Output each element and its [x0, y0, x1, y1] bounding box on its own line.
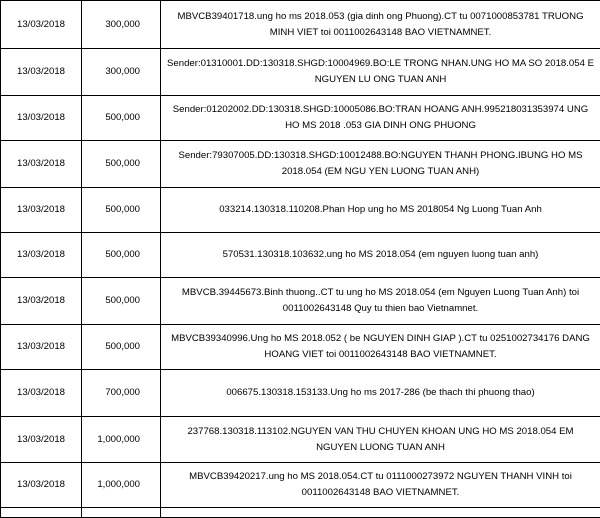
date-cell: 13/03/2018: [1, 463, 82, 508]
description-cell: MBVCB.39445673.Binh thuong..CT tu ung ho MS 2018.054 (em Nguyen Luong Tuan Anh) toi 0011002643148 Quy tu thien bao Vietnamnet.: [161, 278, 600, 325]
date-cell: 13/03/2018: [1, 96, 82, 141]
description-cell: [161, 508, 600, 518]
amount-cell: 500,000: [82, 141, 161, 188]
amount-cell: 300,000: [82, 1, 161, 49]
table-row: [1, 508, 600, 518]
table-row: [1, 325, 600, 370]
table-row: [1, 1, 600, 49]
amount-cell: 1,000,000: [82, 463, 161, 508]
amount-cell: 1,000,000: [82, 417, 161, 463]
description-cell: MBVCB39420217.ung ho MS 2018.054.CT tu 0111000273972 NGUYEN THANH VINH toi 0011002643148 BAO VIETNAMNET.: [161, 463, 600, 508]
description-cell: MBVCB39401718.ung ho ms 2018.053 (gia dinh ong Phuong).CT tu 0071000853781 TRUONG MINH VIET toi 0011002643148 BAO VIETNAMNET.: [161, 1, 600, 49]
table-row: [1, 49, 600, 96]
date-cell: 13/03/2018: [1, 417, 82, 463]
transaction-table-body: [1, 1, 600, 518]
table-row: [1, 463, 600, 508]
amount-cell: 500,000: [82, 233, 161, 278]
description-cell: Sender:79307005.DD:130318.SHGD:10012488.BO:NGUYEN THANH PHONG.IBUNG HO MS 2018.054 (EM NGU YEN LUONG TUAN ANH): [161, 141, 600, 188]
table-row: [1, 188, 600, 233]
description-cell: 006675.130318.153133.Ung ho ms 2017-286 (be thach thi phuong thao): [161, 370, 600, 417]
table-row: [1, 417, 600, 463]
table-row: [1, 278, 600, 325]
amount-cell: 500,000: [82, 325, 161, 370]
amount-cell: 500,000: [82, 278, 161, 325]
description-cell: Sender:01310001.DD:130318.SHGD:10004969.BO:LE TRONG NHAN.UNG HO MA SO 2018.054 E NGUYEN LU ONG TUAN ANH: [161, 49, 600, 96]
description-cell: 570531.130318.103632.ung ho MS 2018.054 (em nguyen luong tuan anh): [161, 233, 600, 278]
amount-cell: 300,000: [82, 49, 161, 96]
date-cell: 13/03/2018: [1, 233, 82, 278]
date-cell: 13/03/2018: [1, 370, 82, 417]
amount-cell: 500,000: [82, 96, 161, 141]
date-cell: 13/03/2018: [1, 278, 82, 325]
table-row: [1, 96, 600, 141]
description-cell: Sender:01202002.DD:130318.SHGD:10005086.BO:TRAN HOANG ANH.995218031353974 UNG HO MS 2018 .053 GIA DINH ONG PHUONG: [161, 96, 600, 141]
date-cell: 13/03/2018: [1, 1, 82, 49]
amount-cell: 700,000: [82, 370, 161, 417]
amount-cell: [82, 508, 161, 518]
amount-cell: 500,000: [82, 188, 161, 233]
description-cell: 033214.130318.110208.Phan Hop ung ho MS 2018054 Ng Luong Tuan Anh: [161, 188, 600, 233]
table-row: [1, 141, 600, 188]
date-cell: 13/03/2018: [1, 325, 82, 370]
date-cell: 13/03/2018: [1, 188, 82, 233]
date-cell: [1, 508, 82, 518]
date-cell: 13/03/2018: [1, 49, 82, 96]
date-cell: 13/03/2018: [1, 141, 82, 188]
table-row: [1, 233, 600, 278]
description-cell: MBVCB39340996.Ung ho MS 2018.052 ( be NGUYEN DINH GIAP ).CT tu 0251002734176 DANG HOANG VIET toi 0011002643148 BAO VIETNAMNET.: [161, 325, 600, 370]
table-row: [1, 370, 600, 417]
description-cell: 237768.130318.113102.NGUYEN VAN THU CHUYEN KHOAN UNG HO MS 2018.054 EM NGUYEN LUONG TUAN ANH: [161, 417, 600, 463]
